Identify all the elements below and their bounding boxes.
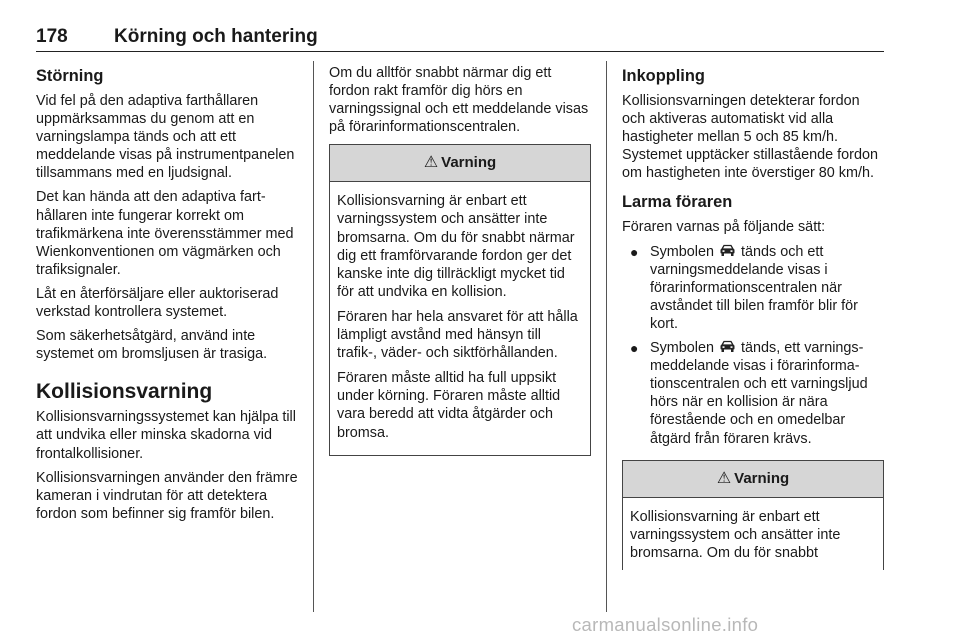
warning-body (623, 498, 883, 575)
warning-header (623, 461, 883, 498)
column-divider (313, 61, 314, 612)
warning-body (330, 182, 590, 454)
paragraph: Föraren måste alltid ha full uppsikt under körning. Föraren måste alltid vara beredd att vidta åtgärder och bromsa. (337, 370, 561, 441)
bullet-icon: ● (630, 340, 639, 357)
page-number: 178 (36, 26, 68, 47)
collision-warning-car-icon (718, 339, 737, 354)
bullet-icon: ● (630, 243, 639, 260)
column-left (36, 64, 298, 529)
paragraph: Kollisionsvarning är enbart ett varningssystem och ansätter inte bromsarna. Om du för snabbt (630, 508, 841, 561)
paragraph: Det kan hända att den adaptiva farthållaren inte fungerar korrekt om trafikmärkena inte överensstämmer med Wienkonventionen om vägmärken och trafiksignaler. (36, 189, 294, 278)
warning-box (622, 460, 884, 570)
paragraph: Föraren har hela ansvaret för att hålla lämpligt avstånd med hänsyn till trafik-, väder- och siktförhållanden. (337, 308, 578, 362)
warning-label: Varning (734, 469, 790, 487)
column-divider (606, 61, 607, 612)
list-item-text-after: tänds, ett varningsmeddelande visas i förarinformationscentralen och ett varningsljud hörs när en kollision är nära förestående och en omedelbar åtgärd från föraren krävs. (650, 340, 868, 447)
column-right (622, 64, 884, 570)
paragraph: Låt en återförsäljare eller auktoriserad verkstad kontrollera systemet. (36, 285, 279, 321)
warning-triangle-icon: ⚠ (716, 469, 732, 487)
warning-header (330, 145, 590, 182)
paragraph: Föraren varnas på följande sätt: (622, 219, 826, 236)
section-heading: Inkoppling (622, 67, 705, 85)
paragraph: Om du alltför snabbt närmar dig ett fordon rakt framför dig hörs en varningssignal och ett meddelande visas på förarinformationscentralen. (329, 65, 589, 136)
list-item-text-before: Symbolen (650, 243, 714, 260)
paragraph: Kollisionsvarningen detekterar fordon och aktiveras automatiskt vid alla hastigheter mellan 5 och 85 km/h. Systemet upptäcker stillastående fordon om hastigheten inte överstiger 80 km/h. (622, 93, 878, 182)
watermark: carmanualsonline.info (572, 614, 759, 635)
paragraph: Vid fel på den adaptiva farthållaren uppmärksammas du genom att en varningslampa tänds och att ett meddelande visas på instrumentpanelen tillsammans med en ljudsignal. (36, 93, 295, 182)
section-heading: Larma föraren (622, 193, 733, 212)
bullet-list (622, 243, 884, 448)
paragraph: Som säkerhetsåtgärd, använd inte systemet om bromsljusen är trasiga. (36, 328, 268, 363)
section-heading: Störning (36, 67, 104, 85)
list-item-text-after: tänds och ett varningsmeddelande visas i förarinformationscentralen när avståndet till bilen framför blir för kort. (650, 243, 858, 332)
warning-box (329, 144, 591, 455)
paragraph: Kollisionsvarningssystemet kan hjälpa till att undvika eller minska skadorna vid frontalkollisioner. (36, 409, 296, 462)
chapter-heading: Kollisionsvarning (36, 380, 213, 404)
list-item-text-before: Symbolen (650, 340, 714, 357)
warning-triangle-icon: ⚠ (423, 154, 439, 172)
running-title: Körning och hantering (114, 26, 318, 47)
paragraph: Kollisionsvarning är enbart ett varningssystem och ansätter inte bromsarna. Om du för snabbt närmar dig ett framförvarande fordon ger det kanske inte dig tillräckligt mycket tid för att undvika en kollision. (337, 193, 575, 300)
list-item (622, 243, 884, 333)
warning-label: Varning (441, 154, 497, 172)
page-header (36, 26, 884, 52)
column-middle (329, 64, 591, 456)
collision-warning-car-icon (718, 243, 737, 258)
paragraph: Kollisionsvarningen använder den främre kameran i vindrutan för att detektera fordon som befinner sig framför bilen. (36, 469, 298, 522)
list-item (622, 339, 884, 448)
